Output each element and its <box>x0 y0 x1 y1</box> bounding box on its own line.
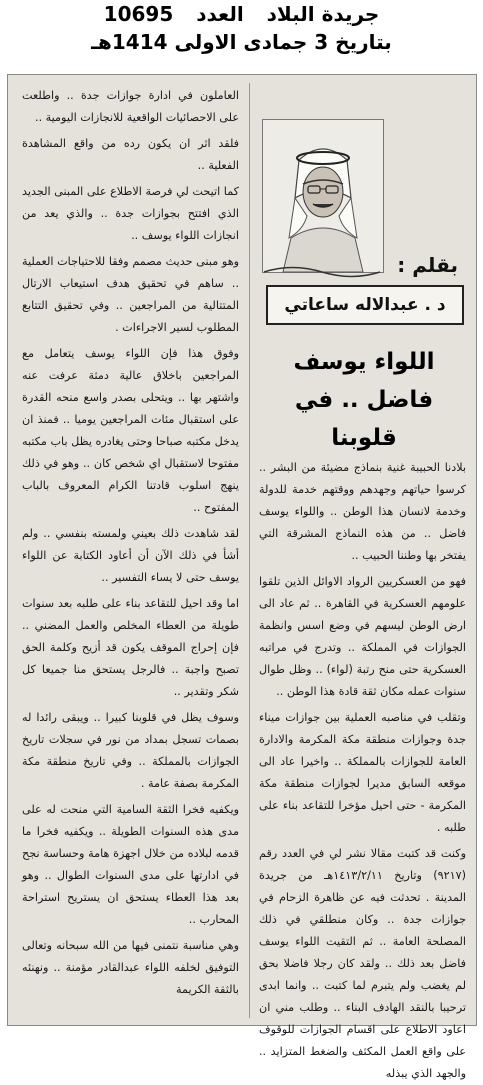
column-divider <box>249 83 250 1018</box>
issue-label: العدد <box>196 2 244 26</box>
paragraph: كما اتيحت لي فرصة الاطلاع على المبنى الجديد الذي افتتح بجوازات جدة .. والذي يعد من انجازات اللواء يوسف .. <box>22 185 239 242</box>
right-column <box>259 457 466 1080</box>
paragraph: وهو مبنى حديث مصمم وفقا للاحتياجات العملية .. ساهم في تحقيق هدف استيعاب الارتال المتتالية من المراجعين .. وفي تحقيق التتابع المطلوب لسير الاجراءات . <box>22 255 239 334</box>
headline <box>262 343 466 457</box>
author-name: د . عبدالاله ساعاتي <box>266 285 464 325</box>
author-photo <box>262 119 384 273</box>
issue-date: بتاريخ 3 جمادى الاولى 1414هـ <box>91 30 392 54</box>
paragraph: اما وقد احيل للتقاعد بناء على طلبه بعد سنوات طويلة من العطاء المخلص والعمل المضني .. فإن إحراج الموقف يكون قد أزيح وكلمة الحق تصبح واجبة .. فالرجل يستحق منا جميعا كل شكر وتقدير .. <box>22 597 239 698</box>
paragraph: بلادنا الحبيبة غنية بنماذج مضيئة من البشر .. كرسوا حياتهم وجهدهم ووقتهم خدمة للدولة وخدمة لانسان هذا الوطن .. واللواء يوسف فاضل .. من هذه النماذج المشرقة التي يفتخر بها وطننا الحبيب .. <box>259 461 466 562</box>
byline-ornament-icon <box>262 263 382 281</box>
left-column <box>22 85 239 1020</box>
newspaper-name: جريدة البلاد <box>266 2 380 26</box>
byline-label: بقلم : <box>397 253 458 277</box>
clipping-caption <box>0 0 483 74</box>
paragraph: وسوف يظل في قلوبنا كبيرا .. ويبقى رائدا له بصمات تسجل بمداد من نور في سجلات تاريخ الجوازات بالمملكة .. وفي تاريخ منطقة مكة المكرمة بصفة عامة . <box>22 711 239 790</box>
headline-line-1: اللواء يوسف <box>293 349 435 375</box>
newspaper-issue-line <box>0 0 483 28</box>
headline-line-2: فاضل .. في قلوبنا <box>294 387 434 451</box>
paragraph: وكنت قد كتبت مقالا نشر لي في العدد رقم (٩٢١٧) وتاريخ ١٤١٣/٢/١١هـ من جريدة المدينة . تحدثت فيه عن ظاهرة الزحام في جوازات جدة .. وكان منطلقي في ذلك المصلحة العامة .. ثم التقيت اللواء يوسف فاضل بعد ذلك .. ولقد كان رجلا فاضلا بحق لم يغضب ولم يتبرم لما كتبت .. وانما ابدى ترحيبا بالنقد الهادف البناء .. وطلب مني ان اعاود الاطلاع على اقسام الجوازات للوقوف على واقع العمل المكثف والضغط المتزايد .. والجهد الذي يبذله <box>259 847 466 1080</box>
paragraph: فلقد اثر ان يكون رده من واقع المشاهدة الفعلية .. <box>22 137 239 172</box>
paragraph: العاملون في ادارة جوازات جدة .. واطلعت على الاحصائيات الواقعية للانجازات اليومية .. <box>22 89 239 124</box>
paragraph: فهو من العسكريين الرواد الاوائل الذين تلقوا علومهم العسكرية في القاهرة .. ثم عاد الى ارض الوطن ليسهم في وضع اسس وانظمة الجوازات في المملكة .. وتدرج في مراتبه العسكرية حتى منح رتبة (لواء) .. وظل طوال سنوات عمله مكان ثقة قادة هذا الوطن .. <box>259 575 466 698</box>
paragraph: وفوق هذا فإن اللواء يوسف يتعامل مع المراجعين باخلاق عالية دمثة عرفت عنه واشتهر بها .. ويتحلى بصدر واسع منحه القدرة على استقبال مئات المراجعين يوميا .. فمنذ ان يدخل مكتبه صباحا وحتى يغادره يظل باب مكتبه مفتوحا لاستقبال اي شخص كان .. وهو في ذلك ينهج اسلوب قادتنا الكرام المعروف بالباب المفتوح .. <box>22 347 239 514</box>
issue-number: 10695 <box>103 2 174 26</box>
paragraph: لقد شاهدت ذلك بعيني ولمسته بنفسي .. ولم أشأ في ذلك الآن أن أعاود الكتابة عن اللواء يوسف حتى لا يساء التفسير .. <box>22 527 239 584</box>
paragraph: وهي مناسبة نتمنى فيها من الله سبحانه وتعالى التوفيق لخلفه اللواء عبدالقادر مؤمنة .. ونهنئه بالثقة الكريمة <box>22 939 239 996</box>
author-portrait-icon <box>263 120 383 272</box>
paragraph: ويكفيه فخرا الثقة السامية التي منحت له على مدى هذه السنوات الطويلة .. ويكفيه فخرا ما قدمه لبلاده من خلال اجهزة هامة وحساسة نجح في ادارتها على مدى السنوات الطوال .. وهو بعد هذا العطاء يستحق ان يستريح استراحة المحارب .. <box>22 803 239 926</box>
newspaper-clipping <box>7 74 477 1080</box>
paragraph: وتقلب في مناصبه العملية بين جوازات ميناء جدة وجوازات منطقة مكة المكرمة والادارة العامة للجوازات بالمملكة .. واخيرا عاد الى موقعه السابق مديرا لجوازات منطقة مكة المكرمة - حتى احيل مؤخرا للتقاعد بناء على طلبه . <box>259 711 466 834</box>
